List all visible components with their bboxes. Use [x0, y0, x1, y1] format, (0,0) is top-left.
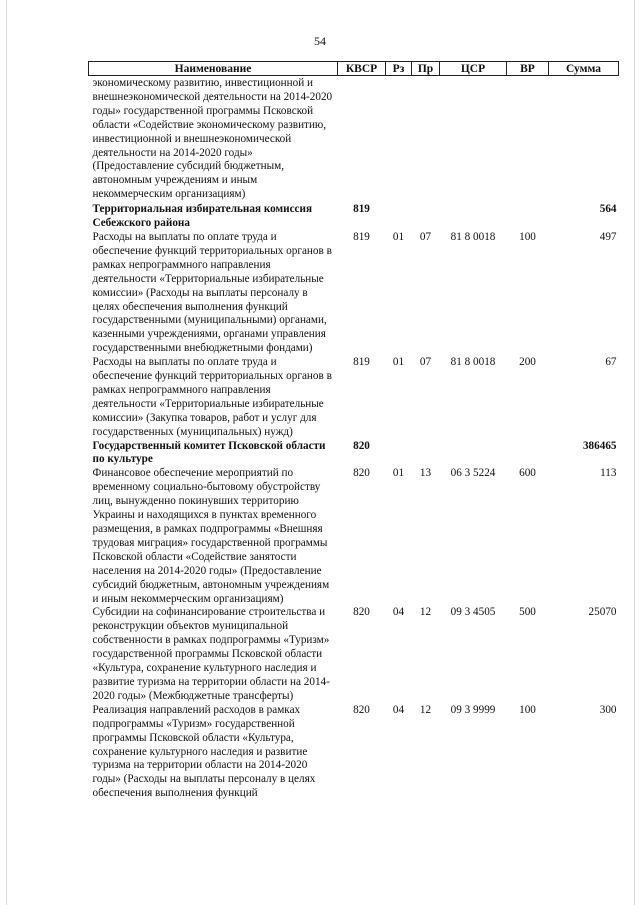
- cell-kvsr: 820: [353, 703, 370, 716]
- cell-pr: [412, 440, 440, 468]
- cell-pr: [412, 76, 440, 204]
- cell-vr: 200: [519, 356, 536, 369]
- cell-rz: 04: [392, 606, 405, 619]
- cell-kvsr: [338, 76, 386, 204]
- cell-rz: 01: [392, 230, 405, 243]
- cell-pr: [412, 203, 440, 231]
- cell-sum: 25070: [588, 606, 617, 619]
- header-rz: Рз: [386, 62, 412, 76]
- cell-csr: 81 8 0018: [450, 230, 496, 243]
- header-csr: ЦСР: [440, 62, 507, 76]
- cell-pr: 13: [419, 467, 432, 480]
- cell-pr: 07: [419, 230, 432, 243]
- cell-sum: 113: [600, 467, 617, 480]
- cell-rz: [386, 76, 412, 204]
- cell-name: Реализация направлений расходов в рамках подпрограммы «Туризм» государственной программы Псковской области «Культура, сохранение культурного наследия и развитие туризма на территории области на 2014-2020 годы» (Расходы на выплаты персоналу в целях обеспечения выполнения функций: [92, 703, 316, 800]
- cell-rz: [386, 440, 412, 468]
- cell-kvsr: 820: [353, 606, 370, 619]
- table-row: [89, 231, 619, 356]
- cell-vr: [507, 203, 549, 231]
- cell-rz: [386, 203, 412, 231]
- cell-vr: 600: [519, 467, 536, 480]
- table-row: [89, 203, 619, 231]
- header-pr: Пр: [412, 62, 440, 76]
- cell-kvsr: 820: [353, 439, 370, 452]
- cell-kvsr: 820: [353, 467, 370, 480]
- cell-rz: 01: [392, 356, 405, 369]
- cell-name: экономическому развитию, инвестиционной и внешнеэкономической деятельности на 2014-2020 годы» государственной программы Псковской области «Содействие экономическому развитию, инвестиционной и внешнеэкономической деятельности на 2014-2020 годы» (Предоставление субсидий бюджетным, автономным учреждениям и иным некоммерческим организациям): [89, 76, 338, 204]
- cell-csr: 81 8 0018: [450, 356, 496, 369]
- table-row: [89, 704, 619, 801]
- cell-vr: 100: [519, 230, 536, 243]
- scan-edge-left: [6, 0, 7, 905]
- cell-sum: 497: [599, 230, 617, 243]
- cell-csr: [440, 76, 507, 204]
- cell-kvsr: 819: [353, 203, 370, 216]
- cell-name: Территориальная избирательная комиссия Себежского района: [92, 203, 312, 230]
- cell-name: Субсидии на софинансирование строительства и реконструкции объектов муниципальной собственности в рамках подпрограммы «Туризм» государственной программы Псковской области «Культура, сохранение культурного наследия и развитие туризма на территории области на 2014-2020 годы» (Межбюджетные трансферты): [92, 606, 330, 702]
- table-row: [89, 467, 619, 606]
- table-row: [89, 76, 619, 204]
- cell-kvsr: 819: [353, 356, 370, 369]
- cell-pr: 12: [419, 606, 432, 619]
- cell-csr: 09 3 9999: [450, 703, 496, 716]
- cell-csr: [440, 203, 507, 231]
- cell-sum: 67: [605, 356, 617, 369]
- header-name: Наименование: [89, 62, 338, 76]
- cell-csr: [440, 440, 507, 468]
- cell-vr: 100: [519, 703, 536, 716]
- cell-name: Расходы на выплаты по оплате труда и обеспечение функций территориальных органов в рамках непрограммного направления деятельности «Территориальные избирательные комиссии» (Закупка товаров, работ и услуг для государственных (муниципальных) нужд): [92, 356, 332, 438]
- cell-name: Расходы на выплаты по оплате труда и обеспечение функций территориальных органов в рамках непрограммного направления деятельности «Территориальные избирательные комиссии» (Расходы на выплаты персоналу в целях обеспечения выполнения функций государственными (муниципальными) органами, казенными учреждениями, органами управления государственными внебюджетными фондами): [92, 230, 332, 355]
- cell-name: Государственный комитет Псковской области по культуре: [92, 439, 326, 466]
- cell-sum: 300: [599, 703, 617, 716]
- cell-vr: [507, 440, 549, 468]
- table-row: [89, 606, 619, 703]
- cell-pr: 07: [419, 356, 432, 369]
- cell-sum: 386465: [582, 439, 617, 452]
- header-kvsr: КВСР: [338, 62, 386, 76]
- cell-rz: 04: [392, 703, 405, 716]
- cell-csr: 06 3 5224: [450, 467, 496, 480]
- cell-vr: [507, 76, 549, 204]
- cell-csr: 09 3 4505: [450, 606, 496, 619]
- scan-edge-right: [634, 0, 635, 905]
- cell-sum: [549, 76, 619, 204]
- cell-vr: 500: [519, 606, 536, 619]
- cell-rz: 01: [392, 467, 405, 480]
- budget-table: [88, 61, 619, 801]
- header-vr: ВР: [507, 62, 549, 76]
- table-row: [89, 356, 619, 439]
- cell-kvsr: 819: [353, 230, 370, 243]
- cell-pr: 12: [419, 703, 432, 716]
- page-number: 54: [314, 34, 326, 48]
- header-sum: Сумма: [549, 62, 619, 76]
- table-header: [89, 62, 619, 76]
- cell-sum: 564: [599, 203, 617, 216]
- cell-name: Финансовое обеспечение мероприятий по временному социально-бытовому обустройству лиц, вынужденно покинувших территорию Украины и находящихся в пунктах временного размещения, в рамках подпрограммы «Внешняя трудовая миграция» государственной программы Псковской области «Содействие занятости населения на 2014-2020 годы» (Предоставление субсидий бюджетным, автономным учреждениям и иным некоммерческим организациям): [92, 467, 330, 605]
- table-row: [89, 440, 619, 468]
